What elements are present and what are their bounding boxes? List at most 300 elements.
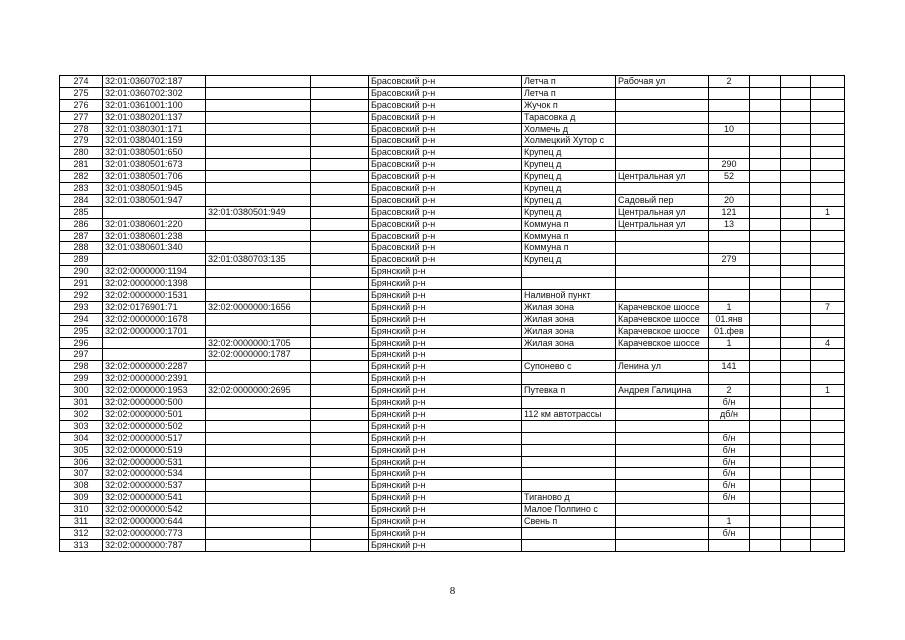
table-cell bbox=[616, 183, 709, 195]
table-cell: Брянский р-н bbox=[369, 397, 522, 409]
table-cell bbox=[206, 492, 311, 504]
table-cell: б/н bbox=[709, 397, 750, 409]
table-cell: 290 bbox=[60, 266, 103, 278]
table-cell: Тиганово д bbox=[522, 492, 616, 504]
table-cell bbox=[750, 218, 781, 230]
table-cell bbox=[206, 373, 311, 385]
table-cell bbox=[709, 278, 750, 290]
table-cell bbox=[206, 397, 311, 409]
table-cell: б/н bbox=[709, 492, 750, 504]
table-row bbox=[60, 111, 845, 123]
table-cell: 32:02:0000000:542 bbox=[103, 504, 206, 516]
table-cell bbox=[616, 111, 709, 123]
table-row bbox=[60, 504, 845, 516]
table-cell bbox=[522, 278, 616, 290]
table-cell bbox=[616, 230, 709, 242]
table-cell bbox=[522, 432, 616, 444]
table-cell: 295 bbox=[60, 325, 103, 337]
table-cell bbox=[781, 76, 811, 88]
table-cell bbox=[750, 444, 781, 456]
table-cell: Андрея Галицина bbox=[616, 385, 709, 397]
table-cell bbox=[781, 99, 811, 111]
table-cell: Крупец д bbox=[522, 194, 616, 206]
table-row bbox=[60, 183, 845, 195]
table-cell bbox=[311, 111, 369, 123]
table-cell: 01.янв bbox=[709, 313, 750, 325]
table-cell bbox=[103, 337, 206, 349]
table-cell: 32:02:0000000:501 bbox=[103, 408, 206, 420]
table-cell: Крупец д bbox=[522, 254, 616, 266]
table-cell bbox=[206, 527, 311, 539]
table-cell bbox=[616, 527, 709, 539]
table-cell bbox=[750, 504, 781, 516]
table-cell bbox=[206, 230, 311, 242]
table-cell bbox=[750, 171, 781, 183]
table-cell: Брянский р-н bbox=[369, 361, 522, 373]
table-cell: Коммуна п bbox=[522, 230, 616, 242]
table-cell bbox=[781, 87, 811, 99]
table-cell: Брасовский р-н bbox=[369, 76, 522, 88]
table-cell: 1 bbox=[709, 515, 750, 527]
table-row bbox=[60, 337, 845, 349]
table-cell: 32:02:0000000:1678 bbox=[103, 313, 206, 325]
table-cell: 1 bbox=[709, 301, 750, 313]
table-cell bbox=[750, 147, 781, 159]
table-cell: 32:02:0000000:1194 bbox=[103, 266, 206, 278]
table-row bbox=[60, 147, 845, 159]
table-cell: 309 bbox=[60, 492, 103, 504]
table-cell: Карачевское шоссе bbox=[616, 337, 709, 349]
table-cell: 282 bbox=[60, 171, 103, 183]
table-cell bbox=[206, 408, 311, 420]
table-cell: б/н bbox=[709, 456, 750, 468]
table-cell bbox=[206, 539, 311, 551]
table-cell bbox=[811, 444, 845, 456]
table-cell bbox=[811, 432, 845, 444]
table-cell bbox=[750, 301, 781, 313]
table-cell: 311 bbox=[60, 515, 103, 527]
table-cell: 32:02:0000000:502 bbox=[103, 420, 206, 432]
table-cell: Крупец д bbox=[522, 159, 616, 171]
table-cell bbox=[311, 385, 369, 397]
table-cell bbox=[709, 290, 750, 302]
table-cell: 32:02:0000000:644 bbox=[103, 515, 206, 527]
table-row bbox=[60, 230, 845, 242]
table-cell: Летча п bbox=[522, 76, 616, 88]
table-cell: 7 bbox=[811, 301, 845, 313]
table-row bbox=[60, 123, 845, 135]
table-cell: Брасовский р-н bbox=[369, 111, 522, 123]
table-cell: 279 bbox=[60, 135, 103, 147]
table-cell: Крупец д bbox=[522, 206, 616, 218]
table-cell bbox=[206, 278, 311, 290]
table-cell: Брянский р-н bbox=[369, 313, 522, 325]
table-cell: Брянский р-н bbox=[369, 278, 522, 290]
table-cell: 284 bbox=[60, 194, 103, 206]
table-body bbox=[60, 76, 845, 552]
table-cell bbox=[206, 111, 311, 123]
table-cell bbox=[616, 539, 709, 551]
table-cell bbox=[311, 480, 369, 492]
table-cell bbox=[781, 444, 811, 456]
table-cell bbox=[811, 504, 845, 516]
table-cell bbox=[750, 492, 781, 504]
table-cell: Холмецкий Хутор с bbox=[522, 135, 616, 147]
table-cell bbox=[616, 420, 709, 432]
table-cell: 300 bbox=[60, 385, 103, 397]
table-cell: 289 bbox=[60, 254, 103, 266]
table-cell: 32:02:0000000:2695 bbox=[206, 385, 311, 397]
table-cell: 297 bbox=[60, 349, 103, 361]
table-cell bbox=[616, 373, 709, 385]
table-cell bbox=[750, 539, 781, 551]
table-cell: 291 bbox=[60, 278, 103, 290]
table-cell: Брянский р-н bbox=[369, 504, 522, 516]
table-cell bbox=[522, 373, 616, 385]
table-cell bbox=[750, 480, 781, 492]
table-cell: 32:02:0000000:2287 bbox=[103, 361, 206, 373]
table-cell: Брасовский р-н bbox=[369, 147, 522, 159]
table-cell: Центральная ул bbox=[616, 206, 709, 218]
table-row bbox=[60, 301, 845, 313]
table-cell bbox=[750, 385, 781, 397]
table-cell bbox=[311, 266, 369, 278]
table-cell: Жилая зона bbox=[522, 301, 616, 313]
table-cell: Брасовский р-н bbox=[369, 218, 522, 230]
table-cell bbox=[811, 135, 845, 147]
table-row bbox=[60, 468, 845, 480]
table-row bbox=[60, 87, 845, 99]
table-cell bbox=[522, 420, 616, 432]
table-cell bbox=[750, 408, 781, 420]
table-cell bbox=[311, 313, 369, 325]
table-cell bbox=[750, 266, 781, 278]
table-cell: Брянский р-н bbox=[369, 515, 522, 527]
table-row bbox=[60, 254, 845, 266]
table-cell bbox=[750, 432, 781, 444]
table-cell bbox=[811, 325, 845, 337]
table-cell bbox=[811, 76, 845, 88]
table-cell: 304 bbox=[60, 432, 103, 444]
table-cell bbox=[781, 325, 811, 337]
table-row bbox=[60, 397, 845, 409]
table-cell: Брянский р-н bbox=[369, 432, 522, 444]
table-cell: Тарасовка д bbox=[522, 111, 616, 123]
table-cell bbox=[709, 539, 750, 551]
table-cell: 32:02:0000000:787 bbox=[103, 539, 206, 551]
table-cell: Садовый пер bbox=[616, 194, 709, 206]
table-cell: Малое Полпино с bbox=[522, 504, 616, 516]
table-cell bbox=[616, 468, 709, 480]
table-cell bbox=[311, 206, 369, 218]
table-cell bbox=[522, 480, 616, 492]
table-cell: Жилая зона bbox=[522, 313, 616, 325]
table-cell bbox=[781, 456, 811, 468]
table-cell bbox=[616, 123, 709, 135]
table-cell bbox=[206, 87, 311, 99]
table-cell bbox=[811, 159, 845, 171]
table-cell bbox=[616, 254, 709, 266]
table-cell bbox=[709, 135, 750, 147]
table-cell bbox=[311, 337, 369, 349]
table-cell bbox=[206, 183, 311, 195]
table-cell: 52 bbox=[709, 171, 750, 183]
table-cell: Брянский р-н bbox=[369, 468, 522, 480]
table-cell: Брянский р-н bbox=[369, 527, 522, 539]
table-cell bbox=[811, 361, 845, 373]
table-cell bbox=[522, 456, 616, 468]
table-cell bbox=[811, 539, 845, 551]
table-cell: 275 bbox=[60, 87, 103, 99]
table-cell bbox=[206, 99, 311, 111]
table-cell bbox=[616, 492, 709, 504]
table-cell bbox=[750, 99, 781, 111]
table-cell bbox=[781, 349, 811, 361]
table-cell bbox=[781, 254, 811, 266]
table-cell: 112 км автотрассы bbox=[522, 408, 616, 420]
table-cell: Брянский р-н bbox=[369, 290, 522, 302]
table-cell bbox=[811, 87, 845, 99]
table-cell: Крупец д bbox=[522, 147, 616, 159]
table-cell bbox=[206, 242, 311, 254]
table-cell bbox=[781, 266, 811, 278]
table-cell bbox=[311, 515, 369, 527]
table-cell bbox=[781, 111, 811, 123]
table-cell: 283 bbox=[60, 183, 103, 195]
table-cell bbox=[750, 361, 781, 373]
table-cell bbox=[781, 123, 811, 135]
table-cell bbox=[750, 123, 781, 135]
table-cell: Брянский р-н bbox=[369, 420, 522, 432]
table-row bbox=[60, 99, 845, 111]
table-cell bbox=[811, 373, 845, 385]
table-cell: Ленина ул bbox=[616, 361, 709, 373]
table-row bbox=[60, 432, 845, 444]
table-cell bbox=[781, 373, 811, 385]
table-cell bbox=[781, 135, 811, 147]
table-cell bbox=[750, 527, 781, 539]
table-cell: 32:02:0000000:517 bbox=[103, 432, 206, 444]
table-cell bbox=[311, 420, 369, 432]
table-cell bbox=[616, 290, 709, 302]
table-cell bbox=[206, 432, 311, 444]
table-cell: 307 bbox=[60, 468, 103, 480]
table-cell bbox=[616, 159, 709, 171]
table-cell bbox=[781, 206, 811, 218]
table-cell bbox=[206, 171, 311, 183]
table-row bbox=[60, 444, 845, 456]
table-row bbox=[60, 385, 845, 397]
table-cell bbox=[709, 504, 750, 516]
table-cell: б/н bbox=[709, 527, 750, 539]
table-cell: 298 bbox=[60, 361, 103, 373]
table-cell: Карачевское шоссе bbox=[616, 301, 709, 313]
table-cell: 32:01:0380301:171 bbox=[103, 123, 206, 135]
table-row bbox=[60, 515, 845, 527]
table-cell: дб/н bbox=[709, 408, 750, 420]
table-cell bbox=[709, 147, 750, 159]
table-cell bbox=[811, 242, 845, 254]
table-cell: 32:02:0000000:1787 bbox=[206, 349, 311, 361]
table-cell bbox=[781, 242, 811, 254]
table-cell bbox=[522, 527, 616, 539]
table-row bbox=[60, 373, 845, 385]
table-cell bbox=[811, 397, 845, 409]
table-cell: 279 bbox=[709, 254, 750, 266]
table-row bbox=[60, 266, 845, 278]
table-cell bbox=[206, 504, 311, 516]
table-cell bbox=[206, 123, 311, 135]
table-cell bbox=[811, 218, 845, 230]
table-cell: Рабочая ул bbox=[616, 76, 709, 88]
table-cell: 274 bbox=[60, 76, 103, 88]
table-cell: Брянский р-н bbox=[369, 325, 522, 337]
table-row bbox=[60, 408, 845, 420]
table-cell bbox=[750, 373, 781, 385]
table-cell bbox=[616, 444, 709, 456]
table-cell: б/н bbox=[709, 468, 750, 480]
table-cell: 32:02:0000000:500 bbox=[103, 397, 206, 409]
table-cell: 280 bbox=[60, 147, 103, 159]
table-cell bbox=[750, 87, 781, 99]
table-cell: Брянский р-н bbox=[369, 444, 522, 456]
table-cell bbox=[103, 349, 206, 361]
table-cell bbox=[616, 87, 709, 99]
table-cell bbox=[781, 290, 811, 302]
table-cell: Жучок п bbox=[522, 99, 616, 111]
table-cell: 290 bbox=[709, 159, 750, 171]
table-cell: Брасовский р-н bbox=[369, 242, 522, 254]
table-cell: Карачевское шоссе bbox=[616, 313, 709, 325]
table-cell: 32:02:0176901:71 bbox=[103, 301, 206, 313]
table-cell bbox=[616, 504, 709, 516]
table-cell: 293 bbox=[60, 301, 103, 313]
table-cell: 32:01:0380601:238 bbox=[103, 230, 206, 242]
table-cell bbox=[811, 266, 845, 278]
table-cell bbox=[206, 159, 311, 171]
table-cell bbox=[709, 183, 750, 195]
table-cell bbox=[709, 373, 750, 385]
table-cell: 278 bbox=[60, 123, 103, 135]
table-cell bbox=[811, 99, 845, 111]
table-cell bbox=[616, 397, 709, 409]
table-cell: 121 bbox=[709, 206, 750, 218]
table-cell bbox=[103, 254, 206, 266]
table-cell: 32:01:0380401:159 bbox=[103, 135, 206, 147]
table-cell bbox=[781, 230, 811, 242]
table-cell bbox=[206, 147, 311, 159]
table-cell: Брянский р-н bbox=[369, 492, 522, 504]
table-cell bbox=[750, 468, 781, 480]
table-cell bbox=[709, 99, 750, 111]
table-cell bbox=[206, 515, 311, 527]
table-cell bbox=[311, 444, 369, 456]
table-cell bbox=[811, 468, 845, 480]
table-cell bbox=[311, 254, 369, 266]
table-cell bbox=[750, 194, 781, 206]
table-cell: 13 bbox=[709, 218, 750, 230]
table-cell: 287 bbox=[60, 230, 103, 242]
table-cell bbox=[811, 183, 845, 195]
table-row bbox=[60, 290, 845, 302]
table-cell bbox=[311, 408, 369, 420]
table-cell: Брянский р-н bbox=[369, 373, 522, 385]
table-cell: 32:01:0380501:947 bbox=[103, 194, 206, 206]
table-cell: 292 bbox=[60, 290, 103, 302]
table-cell bbox=[311, 349, 369, 361]
table-cell bbox=[206, 420, 311, 432]
table-cell: б/н bbox=[709, 480, 750, 492]
table-cell bbox=[781, 337, 811, 349]
table-cell: 2 bbox=[709, 76, 750, 88]
table-row bbox=[60, 218, 845, 230]
table-cell: 296 bbox=[60, 337, 103, 349]
table-cell bbox=[616, 349, 709, 361]
table-cell bbox=[750, 397, 781, 409]
table-cell: 301 bbox=[60, 397, 103, 409]
table-cell bbox=[311, 230, 369, 242]
table-cell bbox=[781, 361, 811, 373]
table-cell: 277 bbox=[60, 111, 103, 123]
table-cell bbox=[781, 159, 811, 171]
table-cell: Коммуна п bbox=[522, 218, 616, 230]
table-cell bbox=[709, 242, 750, 254]
table-cell bbox=[616, 242, 709, 254]
table-cell: 1 bbox=[811, 385, 845, 397]
table-cell bbox=[206, 468, 311, 480]
table-cell bbox=[522, 468, 616, 480]
table-cell bbox=[311, 290, 369, 302]
table-cell: Брасовский р-н bbox=[369, 135, 522, 147]
table-cell: 141 bbox=[709, 361, 750, 373]
table-cell: Свень п bbox=[522, 515, 616, 527]
table-cell bbox=[750, 349, 781, 361]
table-cell bbox=[750, 242, 781, 254]
table-cell bbox=[311, 432, 369, 444]
table-cell bbox=[781, 183, 811, 195]
table-cell: 32:02:0000000:531 bbox=[103, 456, 206, 468]
table-cell bbox=[811, 349, 845, 361]
table-cell: 32:01:0380501:706 bbox=[103, 171, 206, 183]
table-cell: 32:01:0360702:302 bbox=[103, 87, 206, 99]
table-cell: 1 bbox=[811, 206, 845, 218]
table-row bbox=[60, 159, 845, 171]
table-cell bbox=[311, 373, 369, 385]
table-row bbox=[60, 278, 845, 290]
table-cell bbox=[811, 420, 845, 432]
table-cell: Брасовский р-н bbox=[369, 194, 522, 206]
table-cell bbox=[616, 135, 709, 147]
table-cell bbox=[311, 147, 369, 159]
table-cell: Брасовский р-н bbox=[369, 87, 522, 99]
table-cell bbox=[522, 539, 616, 551]
table-cell bbox=[750, 313, 781, 325]
table-cell bbox=[311, 504, 369, 516]
table-cell bbox=[311, 159, 369, 171]
table-cell: 32:02:0000000:773 bbox=[103, 527, 206, 539]
table-cell: 10 bbox=[709, 123, 750, 135]
table-cell bbox=[750, 278, 781, 290]
table-cell bbox=[781, 218, 811, 230]
table-cell bbox=[781, 313, 811, 325]
table-cell bbox=[206, 290, 311, 302]
table-cell: 276 bbox=[60, 99, 103, 111]
table-cell: 32:01:0360702:187 bbox=[103, 76, 206, 88]
table-cell bbox=[311, 171, 369, 183]
table-cell: 32:01:0380501:945 bbox=[103, 183, 206, 195]
table-cell: 32:01:0380501:673 bbox=[103, 159, 206, 171]
table-cell bbox=[616, 408, 709, 420]
